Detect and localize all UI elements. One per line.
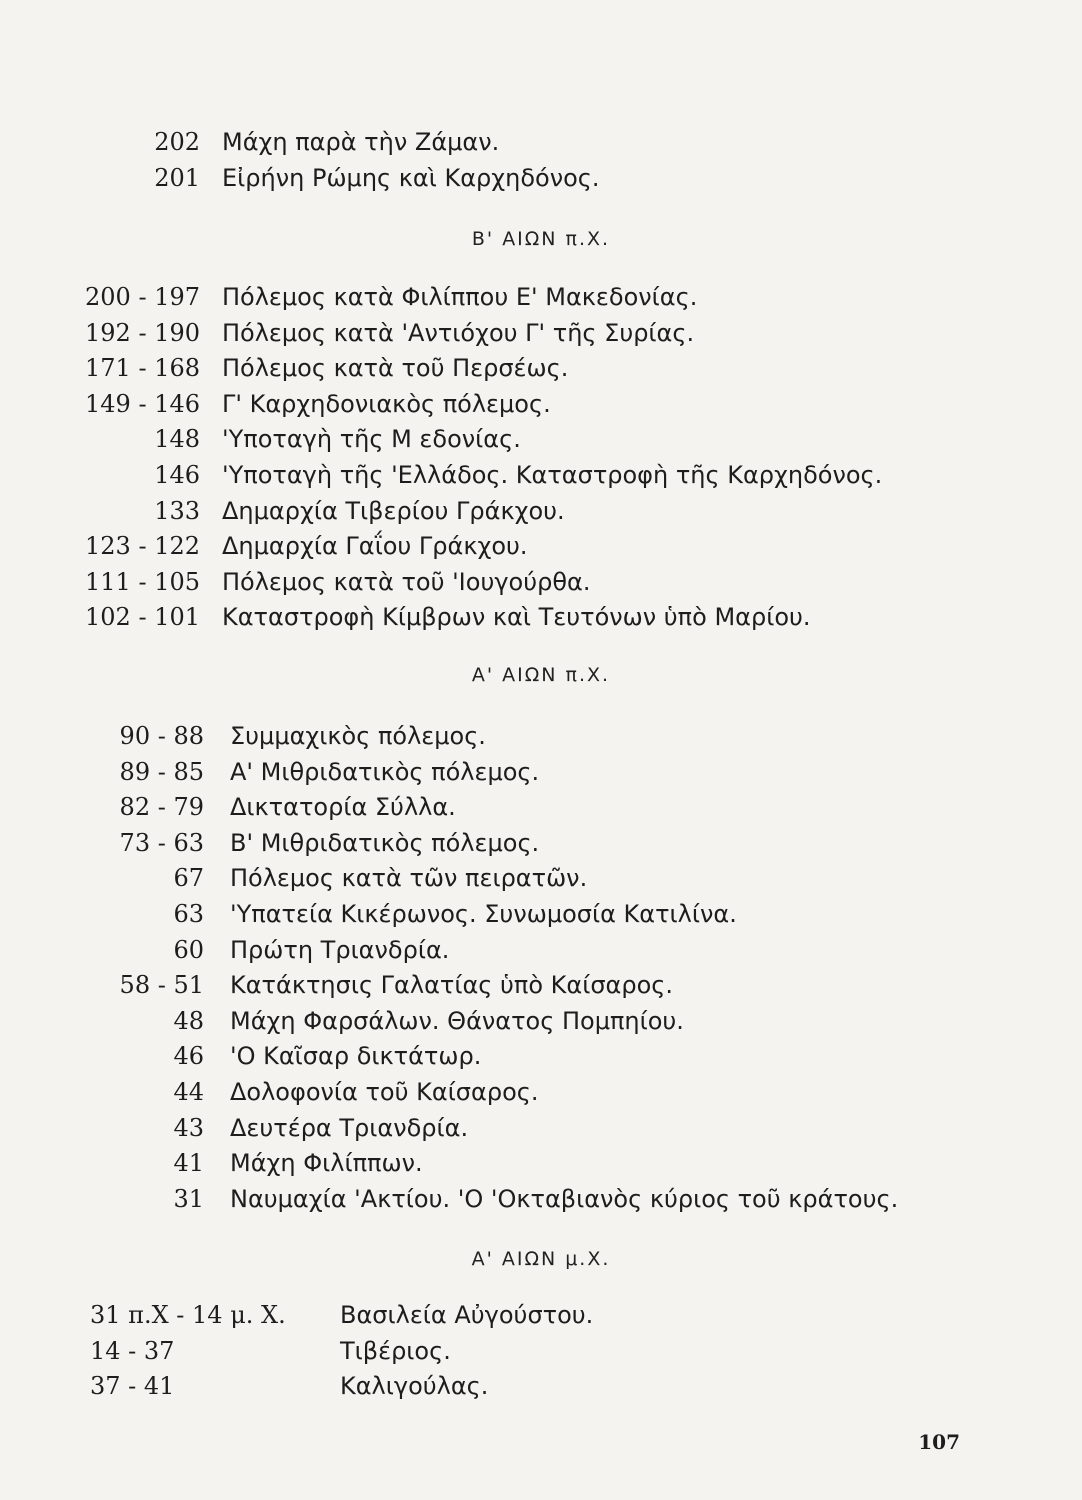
timeline-event: Βασιλεία Αὐγούστου.: [340, 1301, 594, 1329]
timeline-years: 14 - 37: [90, 1336, 175, 1365]
timeline-years: 60: [173, 935, 204, 964]
timeline-years: 102 - 101: [85, 603, 200, 632]
timeline-years: 43: [173, 1113, 204, 1142]
timeline-years: 171 - 168: [85, 354, 200, 383]
timeline-years: 67: [173, 864, 204, 893]
timeline-years: 146: [154, 461, 200, 489]
timeline-event: 'Υποταγὴ τῆς Μ εδονίας.: [222, 425, 521, 454]
timeline-years: 202: [154, 128, 200, 156]
century-heading: Α' ΑΙΩΝ π.Χ.: [471, 664, 611, 686]
timeline-years: 48: [173, 1006, 204, 1035]
timeline-years: 46: [173, 1042, 204, 1071]
timeline-event: Δικτατορία Σύλλα.: [230, 793, 456, 822]
timeline-event: Γ' Καρχηδονιακὸς πόλεμος.: [222, 389, 551, 418]
timeline-event: Καλιγούλας.: [340, 1372, 489, 1401]
timeline-event: Μάχη παρὰ τὴν Ζάμαν.: [222, 128, 500, 156]
timeline-event: Εἰρήνη Ρώμης καὶ Καρχηδόνος.: [222, 164, 600, 192]
century-heading: Α' ΑΙΩΝ μ.Χ.: [471, 1248, 611, 1270]
timeline-event: Μάχη Φαρσάλων. Θάνατος Πομπηίου.: [230, 1006, 684, 1035]
timeline-event: Κατάκτησις Γαλατίας ὑπὸ Καίσαρος.: [230, 971, 673, 1000]
timeline-years: 31 π.Χ - 14 μ. Χ.: [90, 1301, 286, 1329]
timeline-event: Πρώτη Τριανδρία.: [230, 935, 450, 964]
timeline-event: Ναυμαχία 'Ακτίου. 'Ο 'Οκταβιανὸς κύριος τοῦ κράτους.: [230, 1184, 899, 1213]
timeline-event: Α' Μιθριδατικὸς πόλεμος.: [230, 757, 540, 786]
timeline-years: 31: [173, 1184, 204, 1213]
timeline-event: 'Υπατεία Κικέρωνος. Συνωμοσία Κατιλίνα.: [230, 900, 737, 928]
timeline-years: 44: [173, 1078, 204, 1106]
timeline-event: Δημαρχία Τιβερίου Γράκχου.: [222, 496, 565, 525]
timeline-event: Πόλεμος κατὰ τῶν πειρατῶν.: [230, 864, 588, 893]
timeline-event: Μάχη Φιλίππων.: [230, 1149, 423, 1178]
timeline-years: 37 - 41: [90, 1372, 175, 1401]
timeline-event: 'Ο Καῖσαρ δικτάτωρ.: [230, 1042, 482, 1071]
timeline-years: 133: [154, 496, 200, 525]
timeline-event: 'Υποταγὴ τῆς 'Ελλάδος. Καταστροφὴ τῆς Καρχηδόνος.: [222, 461, 883, 489]
timeline-event: Δολοφονία τοῦ Καίσαρος.: [230, 1078, 539, 1106]
timeline-years: 73 - 63: [119, 828, 204, 857]
timeline-event: Καταστροφὴ Κίμβρων καὶ Τευτόνων ὑπὸ Μαρίου.: [222, 603, 811, 632]
timeline-event: Δημαρχία Γαΐου Γράκχου.: [222, 532, 528, 561]
timeline-event: Τιβέριος.: [340, 1336, 451, 1365]
timeline-years: 111 - 105: [85, 567, 200, 596]
timeline-years: 192 - 190: [85, 318, 200, 347]
timeline-years: 41: [173, 1149, 204, 1178]
timeline-years: 90 - 88: [119, 722, 204, 750]
timeline-event: Β' Μιθριδατικὸς πόλεμος.: [230, 828, 540, 857]
timeline-years: 200 - 197: [85, 283, 200, 311]
timeline-years: 82 - 79: [119, 793, 204, 822]
timeline-years: 148: [154, 425, 200, 454]
timeline-event: Συμμαχικὸς πόλεμος.: [230, 722, 486, 750]
timeline-years: 149 - 146: [85, 389, 200, 418]
timeline-event: Δευτέρα Τριανδρία.: [230, 1113, 469, 1142]
timeline-event: Πόλεμος κατὰ τοῦ Περσέως.: [222, 354, 569, 383]
timeline-years: 123 - 122: [85, 532, 200, 561]
timeline-years: 201: [154, 164, 200, 192]
century-heading: Β' ΑΙΩΝ π.Χ.: [471, 228, 611, 250]
timeline-years: 63: [173, 900, 204, 928]
page-number: 107: [918, 1430, 960, 1454]
timeline-event: Πόλεμος κατὰ Φιλίππου Ε' Μακεδονίας.: [222, 283, 698, 311]
timeline-years: 89 - 85: [119, 757, 204, 786]
timeline-event: Πόλεμος κατὰ τοῦ 'Ιουγούρθα.: [222, 567, 591, 596]
timeline-event: Πόλεμος κατὰ 'Αντιόχου Γ' τῆς Συρίας.: [222, 318, 695, 347]
timeline-years: 58 - 51: [119, 971, 204, 1000]
